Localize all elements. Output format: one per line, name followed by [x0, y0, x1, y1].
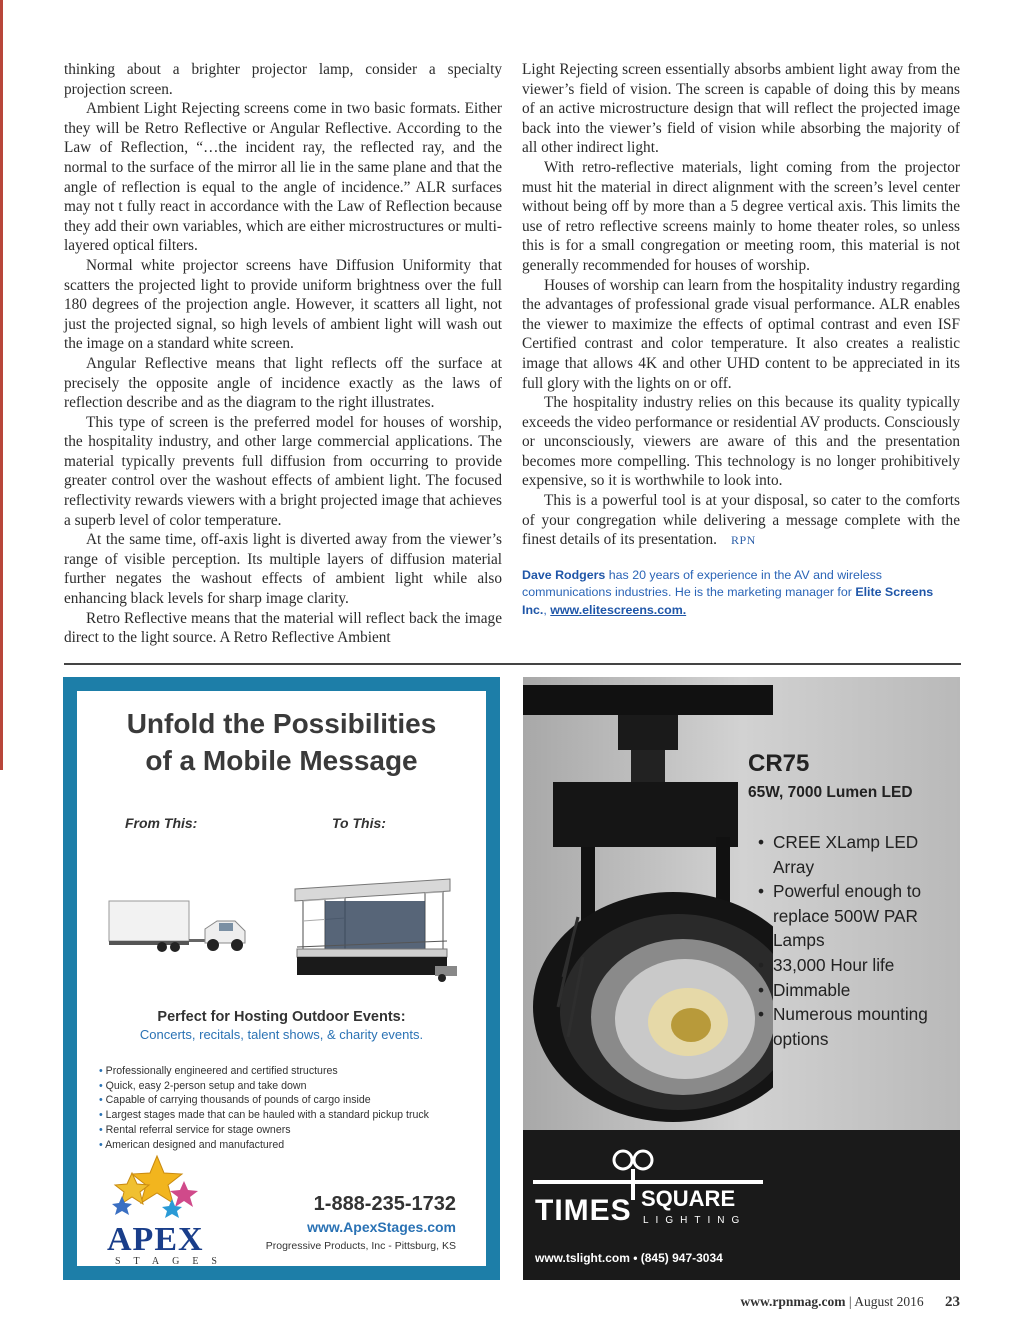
- article-paragraph: Angular Reflective means that light reflects off the surface at precisely the opposite angle of incidence exactly as the laws of reflection describe and as the diagram to the right illustrates.: [64, 354, 502, 412]
- apex-feature-list: [99, 1064, 429, 1152]
- ts-logo-band: [523, 1130, 960, 1280]
- article-paragraph: Ambient Light Rejecting screens come in two basic formats. Either they will be Retro Reflective or Angular Reflective. According to the Law of Reflection, “…the incident ray, the reflected ray, and the normal to the surface of the mirror all lie in the same plane and that the angle of reflection is equal to the angle of incidence.” ALR surfaces may not t fully react in accordance with the Law of Reflection because they add their own variables, which are either microstructures or multi-layered optical filters.: [64, 100, 502, 255]
- apex-website-link[interactable]: www.ApexStages.com: [307, 1219, 456, 1235]
- apex-logo-word: APEX: [107, 1221, 204, 1258]
- apex-ad-panel: [77, 691, 486, 1266]
- author-bio-text: has 20 years of experience in the AV and wireless communications industries. He is the marketing manager for: [522, 567, 882, 600]
- list-item: • American designed and manufactured: [99, 1138, 429, 1153]
- to-label: To This:: [332, 815, 386, 831]
- list-item: • Professionally engineered and certified structures: [99, 1064, 429, 1079]
- author-name: Dave Rodgers: [522, 567, 606, 582]
- page-number: 23: [945, 1294, 960, 1310]
- mobile-stage-image: [285, 861, 460, 991]
- apex-subheading: [77, 1009, 486, 1042]
- list-item: • Numerous mounting options: [773, 1002, 953, 1051]
- apex-subheading-title: Perfect for Hosting Outdoor Events:: [157, 1009, 406, 1025]
- article-column-right: [522, 60, 960, 619]
- list-item: • Capable of carrying thousands of pounds of cargo inside: [99, 1093, 429, 1108]
- article-paragraph: With retro-reflective materials, light coming from the projector must hit the material in direct alignment with the screen’s level center without being off by more than a 5 degree vertical axis. This limits the use of retro reflective screens mainly to home theater roles, so unless this is for a small congregation or meeting room, this material is not generally recommended for houses of worship.: [522, 158, 960, 274]
- list-item: • Dimmable: [773, 978, 953, 1003]
- ts-feature-list: [773, 830, 953, 1051]
- article-paragraph: At the same time, off-axis light is diverted away from the viewer’s range of visible perception. Its multiple layers of diffusion material further negates the washout effects of ambient light while also enhancing black levels for sharp image clarity.: [64, 531, 502, 608]
- author-company: Elite Screens Inc.: [522, 585, 934, 617]
- times-square-logo-icon: [533, 1140, 793, 1235]
- article-paragraph: Retro Reflective means that the material will reflect back the image direct to the light source. A Retro Reflective Ambient: [64, 609, 502, 647]
- ts-model-name: CR75: [748, 750, 810, 777]
- ts-brand-sub: LIGHTING: [643, 1215, 747, 1226]
- list-item: • Largest stages made that can be hauled with a standard pickup truck: [99, 1108, 429, 1123]
- footer-separator: |: [848, 1294, 852, 1309]
- footer-site[interactable]: www.rpnmag.com: [740, 1294, 846, 1309]
- bio-separator: ,: [543, 602, 551, 617]
- apex-company: Progressive Products, Inc - Pittsburg, KS: [265, 1240, 456, 1252]
- article-paragraph-last: [522, 491, 960, 551]
- page-edge-stripe: [0, 0, 3, 770]
- list-item: • Rental referral service for stage owners: [99, 1123, 429, 1138]
- apex-logo-subword: STAGES: [115, 1256, 230, 1267]
- footer-issue: August 2016: [854, 1294, 924, 1309]
- list-item: • Powerful enough to replace 500W PAR Lamps: [773, 879, 953, 953]
- article-paragraph-text: This is a powerful tool is at your disposal, so cater to the comforts of your congregation while delivering a message complete with the finest details of its presentation.: [522, 492, 960, 549]
- section-divider: [64, 663, 961, 665]
- cr75-fixture-image: [523, 677, 773, 1127]
- article-column-left: [64, 60, 502, 648]
- times-square-lighting-ad: [523, 677, 960, 1280]
- list-item: • Quick, easy 2-person setup and take down: [99, 1079, 429, 1094]
- trailer-truck-image: [107, 881, 257, 961]
- article-paragraph: This type of screen is the preferred model for houses of worship, the hospitality industry, and other large commercial applications. The material typically prevents full diffusion from occurring to provide greater control over the washout effects of ambient light. The focused reflectivity rewards viewers with a bright projected image that achieves a superb level of color temperature.: [64, 413, 502, 529]
- apex-stages-ad: [63, 677, 500, 1280]
- article-paragraph: thinking about a brighter projector lamp, consider a specialty projection screen.: [64, 61, 502, 98]
- article-paragraph: Normal white projector screens have Diffusion Uniformity that scatters the projected light to provide uniform brightness over the full 180 degrees of the projection angle. However, it scatters all light, not just the projected signal, so high levels of ambient light will wash out the image on a standard white screen.: [64, 256, 502, 353]
- apex-subheading-line: Concerts, recitals, talent shows, & charity events.: [139, 1027, 424, 1042]
- list-item: • CREE XLamp LED Array: [773, 830, 953, 879]
- apex-phone[interactable]: 1-888-235-1732: [313, 1193, 456, 1215]
- ts-brand-word: TIMES: [535, 1194, 632, 1227]
- author-company-link[interactable]: www.elitescreens.com.: [550, 602, 687, 617]
- article-paragraph: Light Rejecting screen essentially absorbs ambient light away from the viewer’s field of vision. The screen is capable of doing this by means of an active microstructure design that will reflect the projected image back into the viewer’s field of vision while absorbing the majority of all other indirect light.: [522, 61, 960, 157]
- author-bio: [522, 567, 960, 620]
- ts-brand-word-2: SQUARE: [641, 1186, 736, 1211]
- apex-headline: [77, 705, 486, 779]
- page-footer: [741, 1294, 960, 1311]
- article-paragraph: The hospitality industry relies on this because its quality typically exceeds the video performance or residential AV products. Consciously or unconsciously, viewers are aware of this and the presentation becomes more compelling. This technology is no longer prohibitively expensive, so it is worthwhile to look into.: [522, 394, 960, 490]
- from-label: From This:: [125, 815, 198, 831]
- ts-contact[interactable]: www.tslight.com • (845) 947-3034: [535, 1251, 723, 1265]
- end-mark: RPN: [731, 533, 756, 548]
- apex-headline-line-1: Unfold the Possibilities: [126, 708, 437, 739]
- ts-model-spec: 65W, 7000 Lumen LED: [748, 784, 913, 801]
- article-paragraph: Houses of worship can learn from the hospitality industry regarding the advantages of professional grade visual performance. ALR enables the viewer to maximize the effects of optimal contrast and even ISF Certified contrast and color temperature. It also creates a realistic image that allows 4K and other UHD content to be appreciated in its full glory with the lights on or off.: [522, 276, 960, 392]
- list-item: • 33,000 Hour life: [773, 953, 953, 978]
- apex-headline-line-2: of a Mobile Message: [145, 745, 418, 776]
